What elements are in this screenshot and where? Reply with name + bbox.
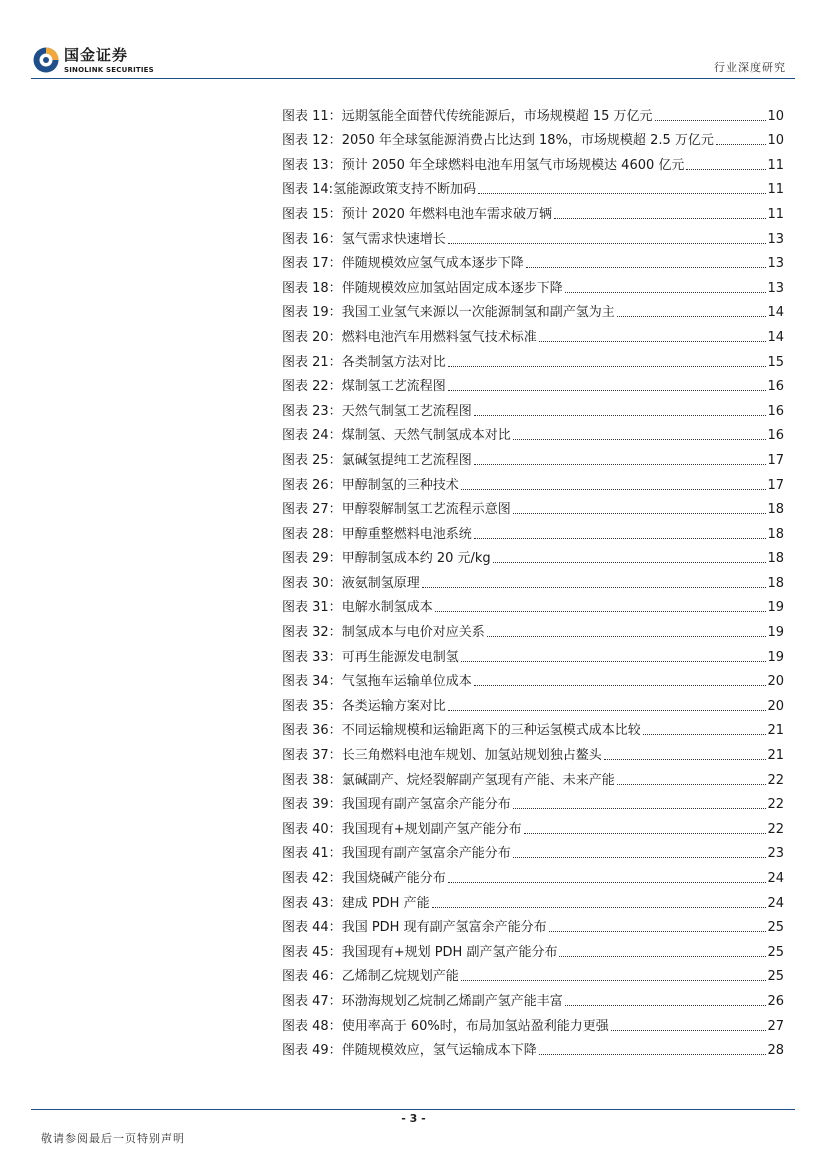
toc-entry[interactable] [282, 444, 784, 469]
toc-entry[interactable] [282, 666, 784, 691]
figure-title: 甲醇重整燃料电池系统 [341, 526, 472, 542]
dot-leader [478, 193, 766, 194]
page-reference: 27 [767, 1018, 784, 1034]
dot-leader [513, 808, 767, 809]
figure-label: 图表 25： [282, 452, 342, 468]
toc-entry[interactable] [282, 125, 784, 150]
toc-entry[interactable] [282, 887, 784, 912]
page-reference: 16 [767, 428, 784, 444]
dot-leader [524, 833, 767, 834]
page-reference: 10 [767, 133, 784, 149]
figure-label: 图表 29： [282, 551, 342, 567]
toc-entry[interactable] [282, 321, 784, 346]
figure-title: 使用率高于 60%时，布局加氢站盈利能力更强 [341, 1018, 609, 1034]
dot-leader [604, 759, 767, 760]
figure-label: 图表 46： [282, 969, 342, 985]
dot-leader [422, 587, 767, 588]
figure-title: 可再生能源发电制氢 [341, 649, 459, 665]
page-reference: 25 [767, 944, 784, 960]
page-reference: 11 [767, 182, 784, 198]
dot-leader [493, 562, 767, 563]
page-reference: 25 [767, 920, 784, 936]
figure-label: 图表 45： [282, 944, 342, 960]
toc-entry[interactable] [282, 813, 784, 838]
figure-title: 各类运输方案对比 [341, 698, 446, 714]
page-reference: 26 [767, 993, 784, 1009]
toc-entry[interactable] [282, 297, 784, 322]
page-reference: 10 [767, 108, 784, 124]
figure-label: 图表 18： [282, 280, 342, 296]
dot-leader [565, 1005, 767, 1006]
figure-label: 图表 28： [282, 526, 342, 542]
figure-label: 图表 13： [282, 157, 342, 173]
figure-title: 煤制氢、天然气制氢成本对比 [341, 428, 511, 444]
figure-label: 图表 43： [282, 895, 342, 911]
figure-label: 图表 15： [282, 206, 342, 222]
page-reference: 21 [767, 723, 784, 739]
figure-label: 图表 22： [282, 379, 342, 395]
dot-leader [448, 882, 767, 883]
page-reference: 19 [767, 625, 784, 641]
dot-leader [474, 464, 767, 465]
dot-leader [432, 907, 767, 908]
figure-title: 电解水制氢成本 [341, 600, 433, 616]
figure-label: 图表 21： [282, 354, 342, 370]
toc-entry[interactable] [282, 715, 784, 740]
toc-entry[interactable] [282, 174, 784, 199]
toc-entry[interactable] [282, 1035, 784, 1060]
figure-list [282, 100, 784, 1059]
toc-entry[interactable] [282, 198, 784, 223]
dot-leader [565, 292, 767, 293]
figure-label: 图表 32： [282, 625, 342, 641]
header-divider [31, 78, 795, 79]
page-reference: 24 [767, 895, 784, 911]
figure-title: 甲醇制氢的三种技术 [341, 477, 459, 493]
dot-leader [448, 366, 767, 367]
figure-label: 图表 27： [282, 502, 342, 518]
page-reference: 20 [767, 698, 784, 714]
company-logo [33, 46, 168, 80]
dot-leader [474, 538, 767, 539]
dot-leader [526, 267, 767, 268]
dot-leader [461, 980, 767, 981]
figure-label: 图表 38： [282, 772, 342, 788]
page-reference: 21 [767, 748, 784, 764]
page-header [0, 0, 827, 80]
toc-entry[interactable] [282, 641, 784, 666]
dot-leader [448, 710, 767, 711]
figure-title: 制氢成本与电价对应关系 [341, 625, 485, 641]
dot-leader [643, 734, 767, 735]
figure-label: 图表 33： [282, 649, 342, 665]
figure-title: 燃料电池汽车用燃料氢气技术标准 [341, 329, 537, 345]
figure-title: 伴随规模效应氢气成本逐步下降 [341, 256, 524, 272]
figure-title: 我国 PDH 现有副产氢富余产能分布 [341, 920, 547, 936]
toc-entry[interactable] [282, 616, 784, 641]
disclaimer-note: 敬请参阅最后一页特别声明 [41, 1132, 185, 1145]
toc-entry[interactable] [282, 223, 784, 248]
toc-entry[interactable] [282, 149, 784, 174]
page-reference: 19 [767, 600, 784, 616]
figure-label: 图表 37： [282, 748, 342, 764]
toc-entry[interactable] [282, 543, 784, 568]
logo-english-name: SINOLINK SECURITIES [64, 66, 154, 74]
toc-entry[interactable] [282, 272, 784, 297]
dot-leader [474, 415, 767, 416]
page-reference: 24 [767, 871, 784, 886]
figure-title: 我国现有副产氢富余产能分布 [341, 846, 511, 862]
toc-entry[interactable] [282, 739, 784, 764]
dot-leader [549, 931, 767, 932]
page-reference: 18 [767, 502, 784, 518]
dot-leader [461, 661, 767, 662]
figure-label: 图表 44： [282, 920, 342, 936]
figure-title: 长三角燃料电池车规划、加氢站规划独占鳌头 [341, 748, 602, 764]
dot-leader [686, 169, 766, 170]
dot-leader [474, 685, 767, 686]
toc-entry[interactable] [282, 395, 784, 420]
page-reference: 18 [767, 551, 784, 567]
dot-leader [617, 316, 767, 317]
toc-entry[interactable] [282, 371, 784, 396]
page-reference: 22 [767, 797, 784, 813]
figure-label: 图表 34： [282, 674, 342, 690]
figure-title: 伴随规模效应，氢气运输成本下降 [341, 1043, 537, 1059]
toc-entry[interactable] [282, 567, 784, 592]
toc-entry[interactable] [282, 592, 784, 617]
page-reference: 11 [767, 157, 784, 173]
figure-label: 图表 47： [282, 993, 342, 1009]
dot-leader [611, 1030, 767, 1031]
logo-chinese-name: 国金证券 [64, 46, 129, 64]
page-reference: 13 [767, 231, 784, 247]
footer-divider [31, 1109, 795, 1110]
toc-entry[interactable] [282, 494, 784, 519]
figure-title: 天然气制氢工艺流程图 [341, 403, 472, 419]
page-reference: 20 [767, 674, 784, 690]
page-reference: 13 [767, 280, 784, 296]
page-reference: 15 [767, 354, 784, 370]
page-reference: 16 [767, 403, 784, 419]
figure-title: 氢能源政策支持不断加码 [333, 182, 477, 198]
toc-entry[interactable] [282, 838, 784, 863]
figure-title: 乙烯制乙烷规划产能 [341, 969, 459, 985]
toc-entry[interactable] [282, 912, 784, 937]
figure-title: 氢气需求快速增长 [341, 231, 446, 247]
figure-title: 甲醇制氢成本约 20 元/kg [341, 551, 491, 567]
dot-leader [539, 1054, 767, 1055]
dot-leader [461, 489, 767, 490]
page-reference: 23 [767, 846, 784, 862]
figure-title: 2050 年全球氢能源消费占比达到 18%，市场规模超 2.5 万亿元 [341, 133, 714, 149]
dot-leader [617, 784, 767, 785]
dot-leader [513, 439, 767, 440]
sinolink-logo-icon [33, 47, 59, 73]
toc-entry[interactable] [282, 469, 784, 494]
page-number: - 3 - [401, 1112, 426, 1125]
dot-leader [539, 341, 767, 342]
figure-title: 伴随规模效应加氢站固定成本逐步下降 [341, 280, 563, 296]
figure-title: 我国现有副产氢富余产能分布 [341, 797, 511, 813]
figure-label: 图表 26： [282, 477, 342, 493]
figure-label: 图表 40： [282, 821, 342, 837]
figure-label: 图表 24： [282, 428, 342, 444]
toc-entry[interactable] [282, 985, 784, 1010]
figure-title: 各类制氢方法对比 [341, 354, 446, 370]
figure-label: 图表 35： [282, 698, 342, 714]
toc-entry[interactable] [282, 100, 784, 125]
figure-title: 氯碱氢提纯工艺流程图 [341, 452, 472, 468]
figure-title: 液氨制氢原理 [341, 575, 420, 591]
dot-leader [559, 956, 766, 957]
figure-label: 图表 30： [282, 575, 342, 591]
page-reference: 17 [767, 452, 784, 468]
figure-label: 图表 16： [282, 231, 342, 247]
toc-entry[interactable] [282, 936, 784, 961]
figure-label: 图表 39： [282, 797, 342, 813]
dot-leader [448, 390, 767, 391]
dot-leader [655, 120, 767, 121]
figure-label: 图表 17： [282, 256, 342, 272]
toc-entry[interactable] [282, 346, 784, 371]
page-reference: 16 [767, 379, 784, 395]
page-reference: 18 [767, 575, 784, 591]
toc-entry[interactable] [282, 690, 784, 715]
figure-label: 图表 12： [282, 133, 342, 149]
figure-label: 图表 23： [282, 403, 342, 419]
toc-entry[interactable] [282, 862, 784, 887]
page-reference: 22 [767, 821, 784, 837]
page-reference: 28 [767, 1043, 784, 1059]
figure-label: 图表 42： [282, 871, 342, 886]
dot-leader [716, 144, 767, 145]
report-type-label: 行业深度研究 [714, 61, 786, 74]
toc-entry[interactable] [282, 961, 784, 986]
figure-title: 氯碱副产、烷烃裂解副产氢现有产能、未来产能 [341, 772, 615, 788]
figure-title: 我国烧碱产能分布 [341, 871, 446, 886]
figure-label: 图表 41： [282, 846, 342, 862]
toc-entry[interactable] [282, 420, 784, 445]
figure-label: 图表 20： [282, 329, 342, 345]
figure-title: 建成 PDH 产能 [341, 895, 430, 911]
page-reference: 25 [767, 969, 784, 985]
figure-title: 气氢拖车运输单位成本 [341, 674, 472, 690]
figure-title: 远期氢能全面替代传统能源后，市场规模超 15 万亿元 [341, 108, 653, 124]
page-reference: 14 [767, 329, 784, 345]
figure-label: 图表 19： [282, 305, 342, 321]
page-reference: 18 [767, 526, 784, 542]
figure-label: 图表 48： [282, 1018, 342, 1034]
dot-leader [448, 243, 767, 244]
page-reference: 17 [767, 477, 784, 493]
figure-label: 图表 11： [282, 108, 342, 124]
toc-entry[interactable] [282, 764, 784, 789]
dot-leader [513, 513, 767, 514]
figure-title: 煤制氢工艺流程图 [341, 379, 446, 395]
page-reference: 19 [767, 649, 784, 665]
figure-title: 预计 2050 年全球燃料电池车用氢气市场规模达 4600 亿元 [341, 157, 685, 173]
figure-title: 我国现有+规划 PDH 副产氢产能分布 [341, 944, 558, 960]
figure-title: 环渤海规划乙烷制乙烯副产氢产能丰富 [341, 993, 563, 1009]
figure-label: 图表 14: [282, 182, 334, 198]
page-reference: 14 [767, 305, 784, 321]
figure-title: 我国现有+规划副产氢产能分布 [341, 821, 522, 837]
dot-leader [513, 857, 767, 858]
page-reference: 22 [767, 772, 784, 788]
toc-entry[interactable] [282, 789, 784, 814]
figure-label: 图表 31： [282, 600, 342, 616]
dot-leader [487, 636, 767, 637]
figure-title: 甲醇裂解制氢工艺流程示意图 [341, 502, 511, 518]
figure-title: 我国工业氢气来源以一次能源制氢和副产氢为主 [341, 305, 615, 321]
toc-entry[interactable] [282, 248, 784, 273]
toc-entry[interactable] [282, 518, 784, 543]
figure-title: 预计 2020 年燃料电池车需求破万辆 [341, 206, 553, 222]
toc-entry[interactable] [282, 1010, 784, 1035]
dot-leader [554, 218, 766, 219]
figure-title: 不同运输规模和运输距离下的三种运氢模式成本比较 [341, 723, 641, 739]
dot-leader [435, 611, 767, 612]
page-reference: 11 [767, 206, 784, 222]
page-reference: 13 [767, 256, 784, 272]
figure-label: 图表 36： [282, 723, 342, 739]
figure-label: 图表 49： [282, 1043, 342, 1059]
